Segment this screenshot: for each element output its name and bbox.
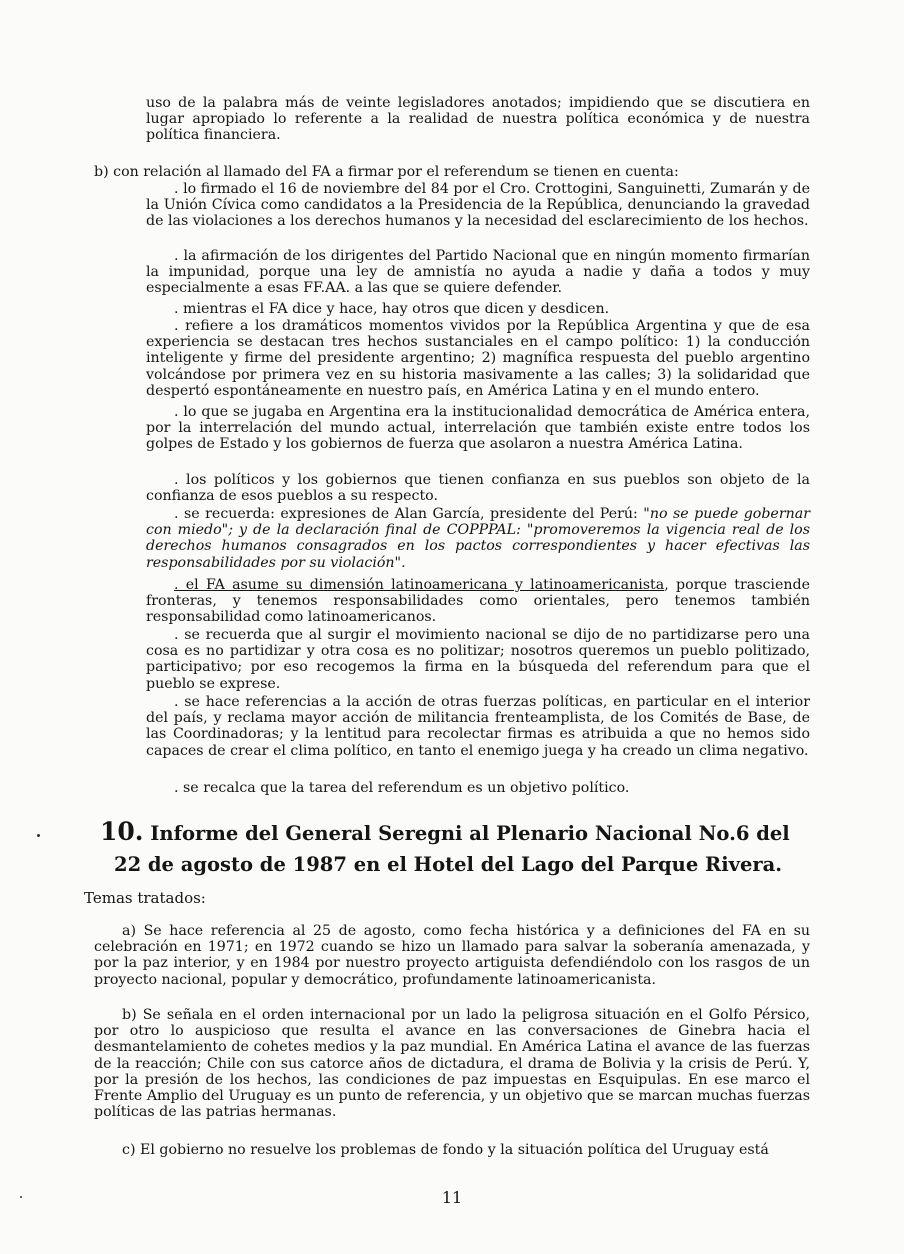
bullet-item: . mientras el FA dice y hace, hay otros que dicen y desdicen. — [174, 301, 610, 317]
bullet-item: . se recuerda que al surgir el movimiento nacional se dijo de no partidizarse pero una cosa es no partidizar y otra cosa es no politizar; nosotros queremos un pueblo politizado, participativo; por eso recogemos la firma en la búsqueda del referendum para que el pueblo se exprese. — [146, 627, 810, 692]
quote-text: "no se puede gobernar con miedo"; y de la declaración final de COPPPAL: "promoveremos la vigencia real de los derechos humanos consagrados en los pactos correspondientes y hacer efectivas las responsabilidades por su violación". — [146, 506, 810, 571]
paragraph-b-heading: b) con relación al llamado del FA a firmar por el referendum se tienen en cuenta: — [94, 164, 679, 180]
bullet-rest-text: , porque trasciende fronteras, y tenemos responsabilidades como orientales, pero tenemos también responsabilidad como latinoamericanos. — [146, 577, 810, 626]
bullet-item-underlined — [146, 577, 810, 626]
page-number: 11 — [441, 1188, 463, 1207]
section-number: 10. — [100, 817, 144, 846]
topic-paragraph: b) Se señala en el orden internacional por un lado la peligrosa situación en el Golfo Pérsico, por otro lo auspicioso que resulta el avance en las conversaciones de Ginebra hacia el desmantelamiento de cohetes medios y la paz mundial. En América Latina el avance de las fuerzas de la reacción; Chile con sus catorce años de dictadura, el drama de Bolivia y la crisis de Perú. Y, por la presión de los hechos, las condiciones de paz impuestas en Esquipulas. En ese marco el Frente Amplio del Uruguay es un punto de referencia, y un objetivo que se marcan muchas fuerzas políticas de las patrias hermanas. — [94, 1007, 810, 1121]
bullet-item: . refiere a los dramáticos momentos vividos por la República Argentina y que de esa experiencia se destacan tres hechos sustanciales en el campo político: 1) la conducción inteligente y firme del presidente argentino; 2) magnífica respuesta del pueblo argentino volcándose por primera vez en su historia masivamente a las calles; 3) la solidaridad que despertó espontáneamente en nuestro país, en América Latina y en el mundo entero. — [146, 318, 810, 399]
bullet-item: . lo que se jugaba en Argentina era la institucionalidad democrática de América entera, por la interrelación del mundo actual, interrelación que también existe entre todos los golpes de Estado y los gobiernos de fuerza que asolaron a nuestra América Latina. — [146, 404, 810, 453]
bullet-item: . los políticos y los gobiernos que tienen confianza en sus pueblos son objeto de la confianza de esos pueblos a su respecto. — [146, 472, 810, 505]
scan-speck — [20, 1196, 22, 1198]
scan-speck — [37, 834, 40, 837]
topics-label: Temas tratados: — [84, 889, 206, 907]
section-title-line2: 22 de agosto de 1987 en el Hotel del Lago del Parque Rivera. — [114, 853, 783, 876]
section-title-line1: Informe del General Seregni al Plenario Nacional No.6 del — [150, 822, 790, 845]
bullet-item: . se recalca que la tarea del referendum es un objetivo político. — [174, 780, 630, 796]
bullet-item: . se hace referencias a la acción de otras fuerzas políticas, en particular en el interior del país, y reclama mayor acción de militancia frenteamplista, de los Comités de Base, de las Coordinadoras; y la lentitud para recolectar firmas es atribuida a que no hemos sido capaces de crear el clima político, en tanto el enemigo juega y ha creado un clima negativo. — [146, 694, 810, 759]
bullet-item: . lo firmado el 16 de noviembre del 84 por el Cro. Crottogini, Sanguinetti, Zumarán y de la Unión Cívica como candidatos a la Presidencia de la República, denunciando la gravedad de las violaciones a los derechos humanos y la necesidad del esclarecimiento de los hechos. — [146, 181, 810, 230]
bullet-item-quote — [146, 506, 810, 571]
topic-paragraph: c) El gobierno no resuelve los problemas de fondo y la situación política del Uruguay está — [122, 1142, 769, 1158]
underlined-text: . el FA asume su dimensión latinoamericana y latinoamericanista — [174, 577, 665, 593]
bullet-lead-text: . se recuerda: expresiones de Alan García, presidente del Perú: — [174, 506, 644, 522]
topic-paragraph: a) Se hace referencia al 25 de agosto, como fecha histórica y a definiciones del FA en su celebración en 1971; en 1972 cuando se hizo un llamado para salvar la soberanía amenazada, y por la paz interior, y en 1984 por nuestro proyecto artiguista defendiéndolo con los rasgos de un proyecto nacional, popular y democrático, profundamente latinoamericanista. — [94, 923, 810, 988]
paragraph-intro: uso de la palabra más de veinte legisladores anotados; impidiendo que se discutiera en lugar apropiado lo referente a la realidad de nuestra política económica y de nuestra política financiera. — [146, 95, 810, 144]
section-heading — [100, 816, 820, 880]
bullet-item: . la afirmación de los dirigentes del Partido Nacional que en ningún momento firmarían la impunidad, porque una ley de amnistía no ayuda a nadie y daña a todos y muy especialmente a esas FF.AA. a las que se quiere defender. — [146, 248, 810, 297]
